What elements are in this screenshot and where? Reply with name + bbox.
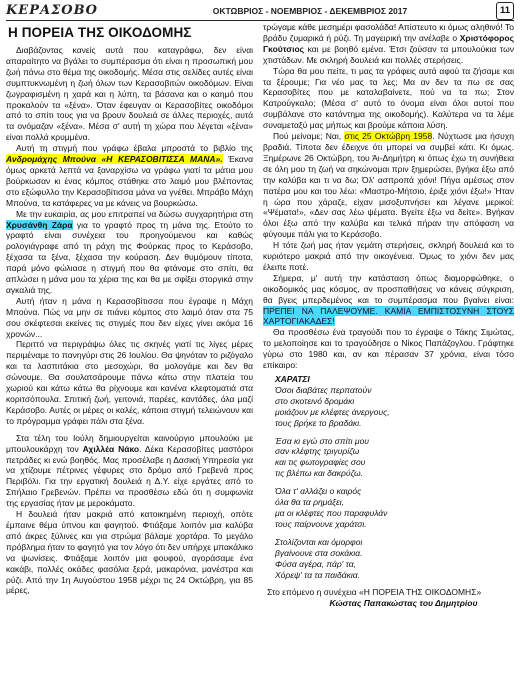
lyric-line: στο σκοτεινό δρομάκι [275,395,355,406]
paragraph-5: Περιττό να περιγράψω όλες τις σκηνές γιατί τις λίγες μέρες περιμέναμε το πανηγύρι στις 26 Ιουλίου. Θα ψηνόταν το ριζόγαλο και τα λασπιτάκια στο μεσοχώρι, θα μολογάμε και δεν θα σώνουμε. Θα σουλατσάρουμε πάνω κάτω στην πλατεία του χωριού και κάτω κάτω θα ρίχνουμε και κανένα κλεφτοματιά στα κοριτσόπουλα. Σπιτική ζωή, γειτονιά, παρέες, καντάδες, όλα μαζί Κεράσοβο. Αυτές οι μέρες οι καλές, κάποια στιγμή τελειώνουν και το πρόγραμμα γράφει πάλι στα ξένα. [6,339,253,426]
paragraph-10-text: Πού μείναμε; Ναι, [273,131,345,142]
lyric-line: τους βρήκε το βραδάκι. [275,417,362,428]
lyric-line: Χόρεψ' τα τα παιδάκια. [275,569,360,580]
stanza-4 [275,537,514,581]
paragraph-2 [6,143,253,208]
continuation-note: Στο επόμενο η συνέχεια «Η ΠΟΡΕΙΑ ΤΗΣ ΟΙΚΟΔΟΜΗΣ» [267,587,482,598]
stanza-3 [275,486,514,530]
article-title: Η ΠΟΡΕΙΑ ΤΗΣ ΟΙΚΟΔΟΜΗΣ [8,25,192,40]
paragraph-4: Αυτή ήταν η μάνα η Κερασοβίτισσα που έγραψε η Μάχη Μπούνα. Πώς να μην σε πιάνει κόμπος στο λαιμό όταν στα 75 σου σκέφτεσαι εκείνες τις στιγμές που δεν είχες γίνει ακόμα 16 χρονών... [6,295,253,339]
lyric-line: σαν κλέφτης τριγυρίζω [275,446,360,457]
lyric-line: Όλα τ' αλλάζει ο καιρός [275,486,362,497]
paragraph-9: Τώρα θα μου πείτε, τι μας τα γράφεις αυτά αφού τα ζήσαμε και τα ξέρουμε; Για νέο μας τα λες; Μα αν δεν τα πω σε σας Κερασοβίτες που με καταλαβαίνετε, πού να τα πω; Στον Κατρούγκαλο; (Μέσα σ' αυτό το όνομα είναι όλοι αυτοί που συμβάλανε στο κατάντημα της οικοδομής). Καλύτερα να τα λέμε συναμεταξύ μας μήπως και βρούμε κάποια λύση. [263,65,514,131]
page-header [6,4,514,21]
left-column [6,22,253,596]
paragraph-7: Η δουλειά ήταν μακριά από κατοικημένη περιοχή, οπότε έμπαινε θέμα ύπνου και φαγητού. Φτιάξαμε λοιπόν μια καλύβα από άκρες ξύλινες και για στρώμα βάλαμε χορτάρα. Το μεγάλο πρόβλημα ήταν το φαγητό για τον λόγο ότι δεν υπήρχε μπακάλικο να ψωνίσεις. Φτιάξαμε λοιπόν μια φουφού, αγοράσαμε ένα κακάβι, πολλές οκάδες φασόλια ξερά, μακαρόνια, μανέστρα και ρύζι. Από την 1η Αυγούστου 1958 μέχρι τις 24 Οκτώβρη, για 85 μέρες, [6,509,253,596]
person-name: Αχιλλέα Νάκο [82,443,140,454]
song-title: ΧΑΡΑΤΣΙ [275,374,310,384]
lyric-line: Φύσα αγέρα, πάρ' τα, [275,558,356,569]
paragraph-8-text: τρώγαμε κάθε μεσημέρι φασολάδα! Απίστευτο κι όμως αληθινό! Το βράδυ ζυμαρικά ή ρύζι. Τη μαγειρική την ανέλαβε ο [263,22,514,43]
newsletter-logo: ΚΕΡΑΣΟΒΟ [6,3,98,18]
paragraph-2-text-end: Έκανα όμως αρκετά λεπτά να ξαναρχίσω να γράφω γιατί τα μάτια μου βούρκωσαν κι ένας κόμπος στάθηκε στο λαιμό μου βλέποντας στο εξώφυλλο την Κερασοβίτισσα μάνα να γνέθει. Μπράβο Μάχη Μπούνα, τα κατάφερες να με κάνεις να βουρκώσω. [6,154,253,208]
lyric-line: τις βλέπω και δακρύζω. [275,468,363,479]
paragraph-3 [6,209,253,296]
paragraph-8 [263,22,514,66]
paragraph-8-text-end: και με βοηθό εμένα. Έτσι ζούσαν τα μπουλούκια των χτιστάδων. Με σκληρή δουλειά και πολλές στερήσεις. [263,43,514,65]
lyric-line: βγαίνουνε στα σοκάκια. [275,547,363,558]
stanza-2 [275,436,514,480]
book-reference: Ανδρομάχης Μπούνα «Η ΚΕΡΑΣΟΒΙΤΙΣΣΑ ΜΑΝΑ». [6,154,223,165]
slogan-highlight: ΠΡΕΠΕΙ ΝΑ ΠΑΛΕΨΟΥΜΕ. ΚΑΜΙΑ ΕΜΠΙΣΤΟΣΥΝΗ ΣΤΟΥΣ ΧΑΡΤΟΓΙΑΚΑΔΕΣ! [263,305,514,327]
song-lyrics [263,374,514,580]
paragraph-12-text: Σήμερα, μ' αυτή την κατάσταση όπως διαμορφώθηκε, ο οικοδομικός μας κόσμος, αν προσπαθήσεις να κάνεις σύγκριση, θα βγεις μπερδεμένος και το συμπέρασμα που βγαίνει είναι: [263,272,514,305]
paragraph-10-text-end: . Νύχτωσε μια ήσυχη βραδιά. Τίποτα δεν έδειχνε ότι μπορεί να συμβεί κάτι. Κι όμως. Ξημέρωνε 26 Οκτώβρη, του Άι-Δημήτρη κι όπως έχω τη συνήθεια σε όλη μου τη ζωή να σηκώνομαι πριν ξημερώσει, βγήκα έξω από την καλύβα και τι να δω; Όλ' ασπροπά χιόνι! Πήγα αμέσως στον πατέρα μου και του λέω: «Μαστρο-Μήτσιο, έριξε χιόνι έξω!» Ήταν η ώρα που χάραζε, είχαν μισοξυπνήσει και λέγανε μερικοί: «Ψέματα!», «Δεν σας λέω ψέματα. Βγείτε έξω να δείτε». Βγήκαν όλοι έξω από την καλύβα και τελικά πήραν την απόφαση να φύγουμε πάλι για το Κεράσοβο. [263,131,514,240]
paragraph-13: Θα προσθέσω ένα τραγούδι που το έγραψε ο Τάκης Σιμώτας, το μελοποίησε και το τραγούδησε ο Νίκος Παπάζογλου. Γράφτηκε γύρω στο 1980 και, αν και πέρασαν 37 χρόνια, είναι τόσο επίκαιρο: [263,327,514,371]
paragraph-1: Διαβάζοντας κανείς αυτά που καταγράφω, δεν είναι απαραίτητο να βγάλει το συμπέρασμα ότι είναι η προσωπική μου ζωή πάνω στο θέμα της οικοδομής. Μέσα στις σελίδες αυτές είναι συμπτυκνωμένη η ζωή όλων των Κερασοβιτών οικοδόμων. Είναι ζωγραφισμένη η χαρά και η λύπη, τα βάσανα και ο καημό που προκαλούν τα «ξένα». Όταν έφευγαν οι Κερασοβίτες οικοδόμοι από το σπίτι τους για να βρουν δουλειά σε άλλες περιοχές, αυτά τα ονόμαζαν «ξένα». Μέσα σ' αυτή τη χώρα που λέγεται «ξένα» είναι πολλά κρυμμένα. [6,45,253,143]
lyric-line: Στολίζονται και όμορφοι [275,536,363,547]
right-column [263,22,514,609]
lyric-line: τους παίρνουνε χαράτσι. [275,518,367,529]
paragraph-12 [263,273,514,328]
paragraph-3-text-end: για το γραφτό προς τη μάνα της. Ετούτο το γραφτό είναι συνέχεια του προηγούμενου και καθώς ρολογιάγραφε από τη ράχη της Φούρκας προς το Κεράσοβο, ξέχασα τα ξένα, ξέχασα την κούραση. Δεν θυμόμουν τίποτα, παρά μόνο φώλιασε η στιγμή που θα φτάναμε στο σπίτι, θα απλώσει η μάνα μου τα χέρια της και θα με σφίξει στοργικά στην αγκαλιά της. [6,219,253,295]
paragraph-6-text-end: . Δέκα Κερασοβίτες μαστόροι πετράδες κι ενώ βοηθός. Μας προσέλαβε η Δασική Υπηρεσία για να χτίζουμε πέτρινες γέφυρες στο δρόμο από Γρεβενά προς Περιβόλι. Για την εργατική δουλειά η Δ.Υ. είχε εργάτες από το Σπήλαιο Γρεβενών. Πρέπει να προσθέσω εδώ ότι η συμφωνία της εργασίας ήταν με μεροκάματο. [6,443,253,509]
paragraph-11: Η τότε ζωή μας ήταν γεμάτη στερήσεις, σκληρή δουλειά και το κυριότερο μακριά από την οικογένεια. Όμως το χιόνι δεν μας έλειπε ποτέ. [263,240,514,272]
paragraph-6-text: Στα τέλη του Ιούλη δημιουργείται καινούργιο μπουλούκι με μπουλουκάρχη τον [6,432,253,454]
cook-name: Χριστόφορος Γκούτσιος [263,32,514,54]
paragraph-3-text: Με την ευκαιρία, ας μου επιτραπεί να δώσω συγχαρητήρια στη [16,208,253,219]
issue-date: ΟΚΤΩΒΡΙΟΣ - ΝΟΕΜΒΡΙΟΣ - ΔΕΚΕΜΒΡΙΟΣ 2017 [212,6,408,16]
paragraph-2-text: Αυτή τη στιγμή που γράφω έβαλα μπροστά το βιβλίο της [16,143,253,154]
page-number: 11 [496,2,514,20]
lyric-line: όλα θα τα ρημάξει, [275,497,344,508]
lyric-line: Όσοι διαβάτες περπατούν [275,384,372,395]
author-byline: Κώστας Παπακώστας του Δημητρίου [329,598,478,609]
paragraph-10 [263,131,514,240]
lyric-line: μοιάζουν με κλέφτες άνεργους, [275,406,390,417]
paragraph-6 [6,433,253,509]
date-highlight: στις 25 Οκτώβρη 1958 [344,131,433,142]
person-highlight: Χρυσάνθη Ζάρα [6,219,73,230]
lyric-line: Έσα κι εγώ στο σπίτι μου [275,435,369,446]
lyric-line: μα οι κλέφτες που παραφυλάν [275,507,388,518]
stanza-1 [275,385,514,429]
lyric-line: και τις φωτογραφίες σου [275,457,366,468]
